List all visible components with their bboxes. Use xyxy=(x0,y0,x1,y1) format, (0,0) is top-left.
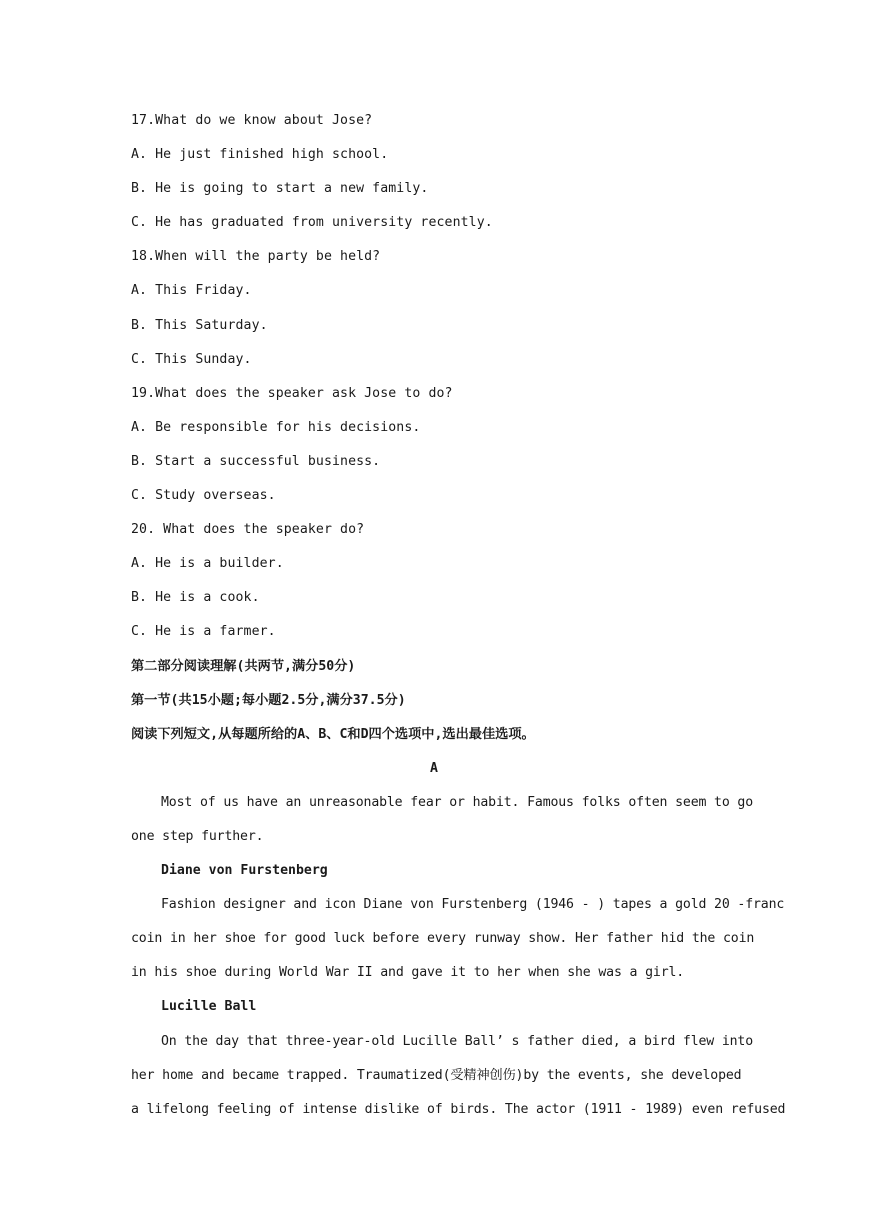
question-20-option-b: B. He is a cook. xyxy=(131,590,260,606)
subsection-heading: 第一节(共15小题;每小题2.5分,满分37.5分) xyxy=(131,692,406,708)
question-20-option-c: C. He is a farmer. xyxy=(131,624,276,640)
passage-intro-line-1: Most of us have an unreasonable fear or habit. Famous folks often seem to go xyxy=(161,794,754,810)
question-18-option-a: A. This Friday. xyxy=(131,283,252,299)
ball-line-2: her home and became trapped. Traumatized(受精神创伤)by the events, she developed xyxy=(131,1067,742,1083)
part-heading: 第二部分阅读理解(共两节,满分50分) xyxy=(131,658,356,674)
question-19-option-c: C. Study overseas. xyxy=(131,488,276,504)
section-heading-furstenberg: Diane von Furstenberg xyxy=(161,863,328,879)
ball-line-1: On the day that three-year-old Lucille Ball’ s father died, a bird flew into xyxy=(161,1033,754,1049)
question-18-option-c: C. This Sunday. xyxy=(131,351,252,367)
question-18-option-b: B. This Saturday. xyxy=(131,317,268,333)
document-page xyxy=(131,104,786,1127)
question-20-stem: 20. What does the speaker do? xyxy=(131,522,365,538)
passage-intro-line-2: one step further. xyxy=(131,828,264,844)
ball-line-3: a lifelong feeling of intense dislike of birds. The actor (1911 - 1989) even refused xyxy=(131,1101,786,1117)
furstenberg-line-3: in his shoe during World War II and gave it to her when she was a girl. xyxy=(131,965,685,981)
furstenberg-line-1: Fashion designer and icon Diane von Furstenberg (1946 - ) tapes a gold 20 -franc xyxy=(161,897,785,913)
passage-label: A xyxy=(430,760,438,776)
question-17-option-a: A. He just finished high school. xyxy=(131,147,389,163)
question-20-option-a: A. He is a builder. xyxy=(131,556,284,572)
question-17-option-c: C. He has graduated from university recently. xyxy=(131,215,493,231)
question-19-stem: 19.What does the speaker ask Jose to do? xyxy=(131,385,453,401)
question-19-option-a: A. Be responsible for his decisions. xyxy=(131,419,421,435)
section-heading-ball: Lucille Ball xyxy=(161,999,257,1015)
furstenberg-line-2: coin in her shoe for good luck before every runway show. Her father hid the coin xyxy=(131,931,755,947)
question-17-stem: 17.What do we know about Jose? xyxy=(131,113,373,128)
reading-instruction: 阅读下列短文,从每题所给的A、B、C和D四个选项中,选出最佳选项。 xyxy=(131,726,535,742)
question-18-stem: 18.When will the party be held? xyxy=(131,249,381,265)
question-17-option-b: B. He is going to start a new family. xyxy=(131,181,429,197)
question-19-option-b: B. Start a successful business. xyxy=(131,453,381,469)
